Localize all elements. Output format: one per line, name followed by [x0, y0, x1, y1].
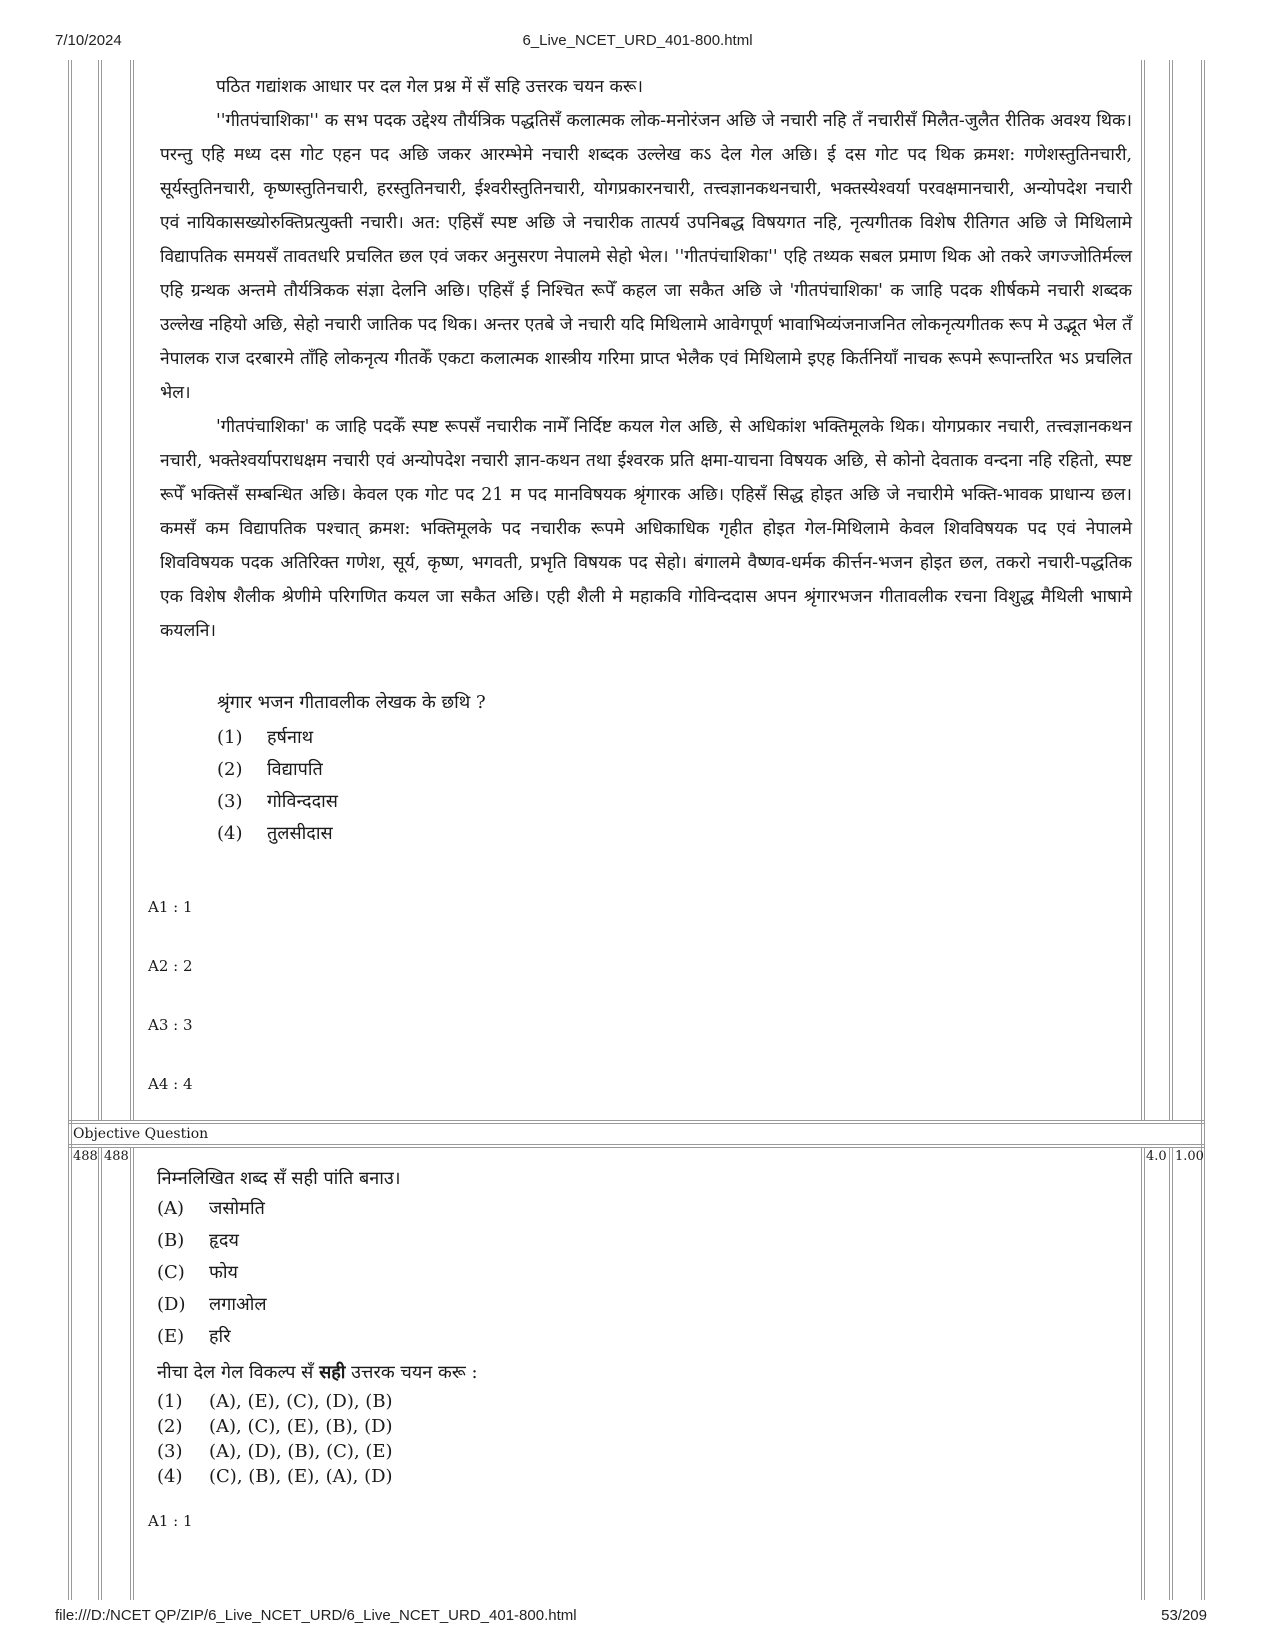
option-item: (1) (A), (E), (C), (D), (B)	[157, 1391, 393, 1412]
question-text: श्रृंगार भजन गीतावलीक लेखक के छथि ?	[217, 692, 486, 713]
option-item: (2) (A), (C), (E), (B), (D)	[157, 1416, 393, 1437]
answer-key-1: A1 : 1	[148, 898, 193, 916]
section-label: Objective Question	[73, 1126, 209, 1142]
option-item: (4) (C), (B), (E), (A), (D)	[157, 1466, 393, 1487]
option-item: (4) तुलसीदास	[217, 823, 333, 844]
marks-value: 4.0	[1146, 1149, 1167, 1164]
option-item: (2) विद्यापति	[217, 759, 323, 780]
question-serial: 488	[73, 1149, 98, 1164]
word-item: (B) हृदय	[157, 1230, 239, 1251]
answer-key-4: A4 : 4	[148, 1075, 193, 1093]
negative-marks-value: 1.00	[1175, 1149, 1204, 1164]
word-item: (C) फोय	[157, 1262, 238, 1283]
answer-key-2: A2 : 2	[148, 957, 193, 975]
answer-key-1: A1 : 1	[148, 1512, 193, 1530]
file-path: file:///D:/NCET QP/ZIP/6_Live_NCET_URD/6_Live_NCET_URD_401-800.html	[55, 1607, 577, 1624]
word-list	[157, 1193, 267, 1353]
reading-passage	[160, 70, 1132, 648]
option-list	[217, 722, 338, 850]
question-2-text: निम्नलिखित शब्द सँ सही पांति बनाउ।	[157, 1168, 401, 1189]
option-item: (3) (A), (D), (B), (C), (E)	[157, 1441, 393, 1462]
page-number: 53/209	[1161, 1607, 1207, 1624]
word-item: (D) लगाओल	[157, 1294, 267, 1315]
word-item: (A) जसोमति	[157, 1198, 265, 1219]
option-item: (1) हर्षनाथ	[217, 727, 314, 748]
option-item: (3) गोविन्ददास	[217, 791, 338, 812]
answer-key-3: A3 : 3	[148, 1016, 193, 1034]
word-item: (E) हरि	[157, 1326, 231, 1347]
question-2-options	[157, 1389, 393, 1489]
passage-paragraph-1: ''गीतपंचाशिका'' क सभ पदक उद्देश्य तौर्यत्रिक पद्धतिसँ कलात्मक लोक-मनोरंजन अछि जे नचारी नहि तँ नचारीसँ मिलैत-जुलैत रीतिक अवश्य थिक। परन्तु एहि मध्य दस गोट एहन पद अछि जकर आरम्भेमे नचारी शब्दक उल्लेख कऽ देल गेल अछि। ई दस गोट पद थिक क्रमश: गणेशस्तुतिनचारी, सूर्यस्तुतिनचारी, कृष्णस्तुतिनचारी, हरस्तुतिनचारी, ईश्वरीस्तुतिनचारी, योगप्रकारनचारी, तत्त्वज्ञानकथनचारी, भक्तस्येश्वर्या परवक्षमानचारी, अन्योपदेश नचारी एवं नायिकासख्योरुक्तिप्रत्युक्ती नचारी। अत: एहिसँ स्पष्ट अछि जे नचारीक तात्पर्य उपनिबद्ध विषयगत नहि, नृत्यगीतक विशेष रीतिगत अछि जे मिथिलामे विद्यापतिक समयसँ तावतधरि प्रचलित छल एवं जकर अनुसरण नेपालमे सेहो भेल। ''गीतपंचाशिका'' एहि तथ्यक सबल प्रमाण थिक ओ तकरे जगज्जोतिर्मल्ल एहि ग्रन्थक अन्तमे तौर्यत्रिकक संज्ञा देलनि अछि। एहिसँ ई निश्चित रूपेँ कहल जा सकैत अछि जे 'गीतपंचाशिका' क जाहि पदक शीर्षकमे नचारी शब्दक उल्लेख नहियो अछि, सेहो नचारी जातिक पद थिक। अन्तर एतबे जे नचारी यदि मिथिलामे आवेगपूर्ण भावाभिव्यंजनाजनित लोकनृत्यगीतक रूप मे उद्भूत भेल तँ नेपालक राज दरबारमे ताँहि लोकनृत्य गीतकेँ एकटा कलात्मक शास्त्रीय गरिमा प्राप्त भेलैक एवं मिथिलामे इएह किर्तनियाँ नाचक रूपमे रूपान्तरित भऽ प्रचलित भेल।	[160, 111, 1132, 403]
question-2-instruction: नीचा देल गेल विकल्प सँ सही उत्तरक चयन करू :	[157, 1362, 478, 1383]
print-date: 7/10/2024	[55, 32, 122, 49]
passage-instruction: पठित गद्यांशक आधार पर दल गेल प्रश्न में सँ सहि उत्तरक चयन करू।	[216, 77, 643, 97]
question-id: 488	[104, 1149, 129, 1164]
print-title: 6_Live_NCET_URD_401-800.html	[522, 32, 753, 49]
passage-paragraph-2: 'गीतपंचाशिका' क जाहि पदकेँ स्पष्ट रूपसँ नचारीक नामेँ निर्दिष्ट कयल गेल अछि, से अधिकांश भक्तिमूलके थिक। योगप्रकार नचारी, तत्त्वज्ञानकथन नचारी, भक्तेश्वर्यापराधक्षम नचारी एवं अन्योपदेश नचारी ज्ञान-कथन तथा ईश्वरक प्रति क्षमा-याचना विषयक अछि, से कोनो देवताक वन्दना नहि रहितो, स्पष्ट रूपेँ भक्तिसँ सम्बन्धित अछि। केवल एक गोट पद 21 म पद मानविषयक श्रृंगारक अछि। एहिसँ सिद्ध होइत अछि जे नचारीमे भक्ति-भावक प्राधान्य छल। कमसँ कम विद्यापतिक पश्चात् क्रमश: भक्तिमूलके पद नचारीक रूपमे अधिकाधिक गृहीत होइत गेल-मिथिलामे केवल शिवविषयक पद एवं नेपालमे शिवविषयक पदक अतिरिक्त गणेश, सूर्य, कृष्ण, भगवती, प्रभृति विषयक पद सेहो। बंगालमे वैष्णव-धर्मक कीर्त्तन-भजन होइत छल, तकरो नचारी-पद्धतिक एक विशेष शैलीक श्रेणीमे परिगणित कयल जा सकैत अछि। एही शैली मे महाकवि गोविन्ददास अपन श्रृंगारभजन गीतावलीक रचना विशुद्ध मैथिली भाषामे कयलनि।	[160, 417, 1132, 641]
